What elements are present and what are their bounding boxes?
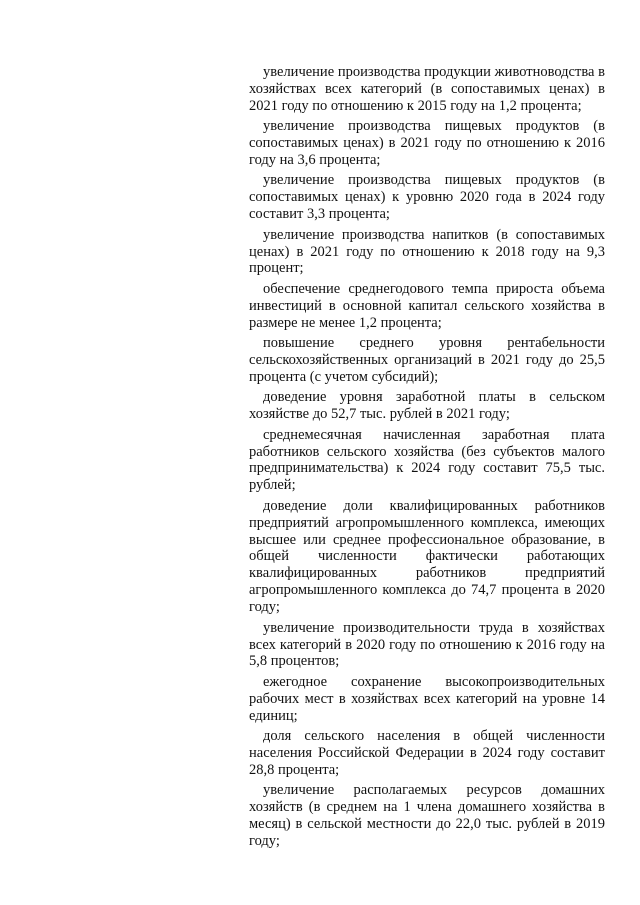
paragraph-food-production-2024: увеличение производства пищевых продуктов (в сопоставимых ценах) к уровню 2020 года в 2024 году составит 3,3 процента; [249, 172, 605, 223]
paragraph-monthly-wage: среднемесячная начисленная заработная плата работников сельского хозяйства (без субъектов малого предпринимательства) к 2024 году составит 75,5 тыс. рублей; [249, 426, 605, 494]
paragraph-investment-growth: обеспечение среднегодового темпа прироста объема инвестиций в основной капитал сельского хозяйства в размере не менее 1,2 процента; [249, 280, 605, 331]
paragraph-livestock-production: увеличение производства продукции животноводства в хозяйствах всех категорий (в сопоставимых ценах) в 2021 году по отношению к 2015 году на 1,2 процента; [249, 64, 605, 114]
paragraph-household-resources: увеличение располагаемых ресурсов домашних хозяйств (в среднем на 1 члена домашнего хозяйства в месяц) в сельской местности до 22,0 тыс. рублей в 2019 году; [249, 782, 605, 849]
paragraph-wage-level: доведение уровня заработной платы в сельском хозяйстве до 52,7 тыс. рублей в 2021 году; [249, 389, 605, 423]
paragraph-high-productivity-jobs: ежегодное сохранение высокопроизводительных рабочих мест в хозяйствах всех категорий на уровне 14 единиц; [249, 673, 605, 724]
document-body [249, 64, 605, 853]
paragraph-qualified-workers: доведение доли квалифицированных работников предприятий агропромышленного комплекса, имеющих высшее или среднее профессиональное образование, в общей численности фактически работающих квалифицированных работников предприятий агропромышленного комплекса до 74,7 процента в 2020 году; [249, 497, 605, 616]
paragraph-labor-productivity: увеличение производительности труда в хозяйствах всех категорий в 2020 году по отношению к 2016 году на 5,8 процентов; [249, 619, 605, 670]
paragraph-beverage-production: увеличение производства напитков (в сопоставимых ценах) в 2021 году по отношению к 2018 году на 9,3 процент; [249, 226, 605, 277]
paragraph-food-production-2021: увеличение производства пищевых продуктов (в сопоставимых ценах) в 2021 году по отношению к 2016 году на 3,6 процента; [249, 118, 605, 169]
paragraph-rural-population: доля сельского населения в общей численности населения Российской Федерации в 2024 году составит 28,8 процента; [249, 728, 605, 778]
paragraph-profitability: повышение среднего уровня рентабельности сельскохозяйственных организаций в 2021 году до 25,5 процента (с учетом субсидий); [249, 335, 605, 385]
